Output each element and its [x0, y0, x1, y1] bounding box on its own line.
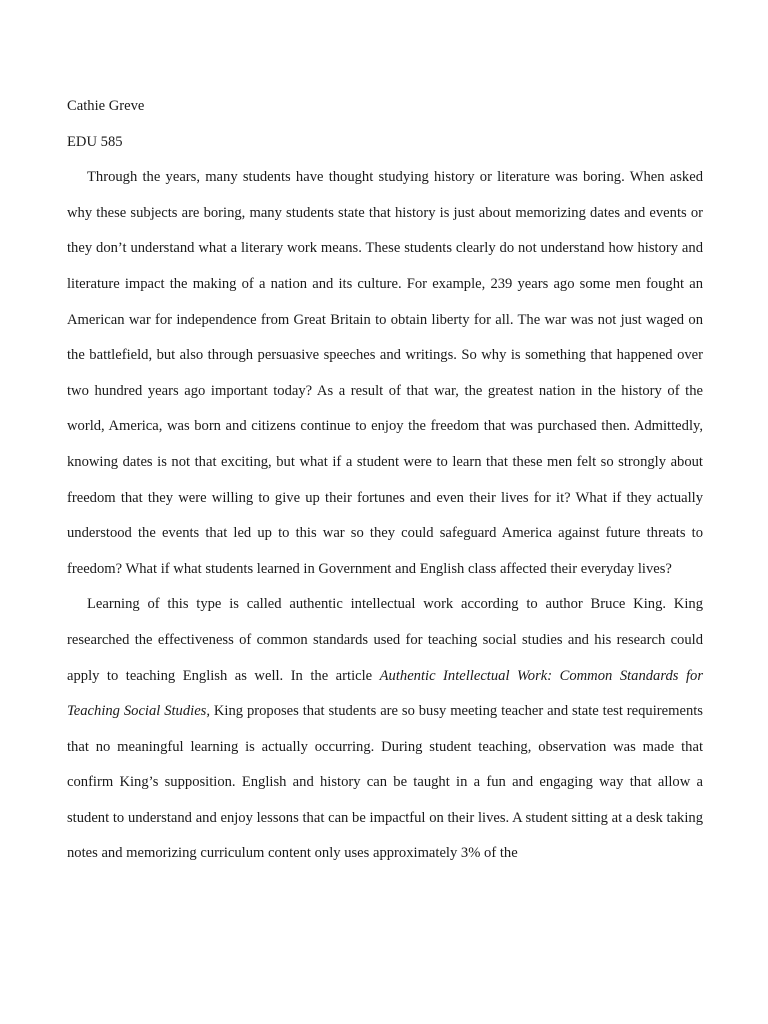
course-code: EDU 585 — [67, 133, 123, 150]
paragraph-1: Through the years, many students have thought studying history or literature was boring. When asked why these subjects are boring, many students state that history is just about memorizing dates and events or they don’t understand what a literary work means. These students clearly do not understand how history and literature impact the making of a nation and its culture. For example, 239 years ago some men fought an American war for independence from Great Britain to obtain liberty for all. The war was not just waged on the battlefield, but also through persuasive speeches and writings. So why is something that happened over two hundred years ago important today? As a result of that war, the greatest nation in the history of the world, America, was born and citizens continue to enjoy the freedom that was purchased then. Admittedly, knowing dates is not that exciting, but what if a student were to learn that these men felt so strongly about freedom that they were willing to give up their fortunes and even their lives for it? What if they actually understood the events that led up to this war so they could safeguard America against future threats to freedom? What if what students learned in Government and English class affected their everyday lives? — [67, 169, 703, 577]
paragraph-2 — [67, 587, 703, 872]
author-name: Cathie Greve — [67, 98, 145, 114]
paragraph-2-intro: Learning of this type is called authentic intellectual work according to author Bruce King. King researched the effectiveness of common standards used for teaching social studies and his research could apply to teaching English as well. In the article — [67, 596, 703, 684]
article-title: Authentic Intellectual Work: Common Standards for Teaching Social Studies, — [67, 667, 703, 720]
paragraph-2-rest: King proposes that students are so busy meeting teacher and state test requirements that no meaningful learning is actually occurring. During student teaching, observation was made that confirm King’s supposition. English and history can be taught in a fun and engaging way that allow a student to understand and enjoy lessons that can be impactful on their lives. A student sitting at a desk taking notes and memorizing curriculum content only uses approximately 3% of the — [67, 703, 703, 862]
document-text — [67, 89, 703, 872]
